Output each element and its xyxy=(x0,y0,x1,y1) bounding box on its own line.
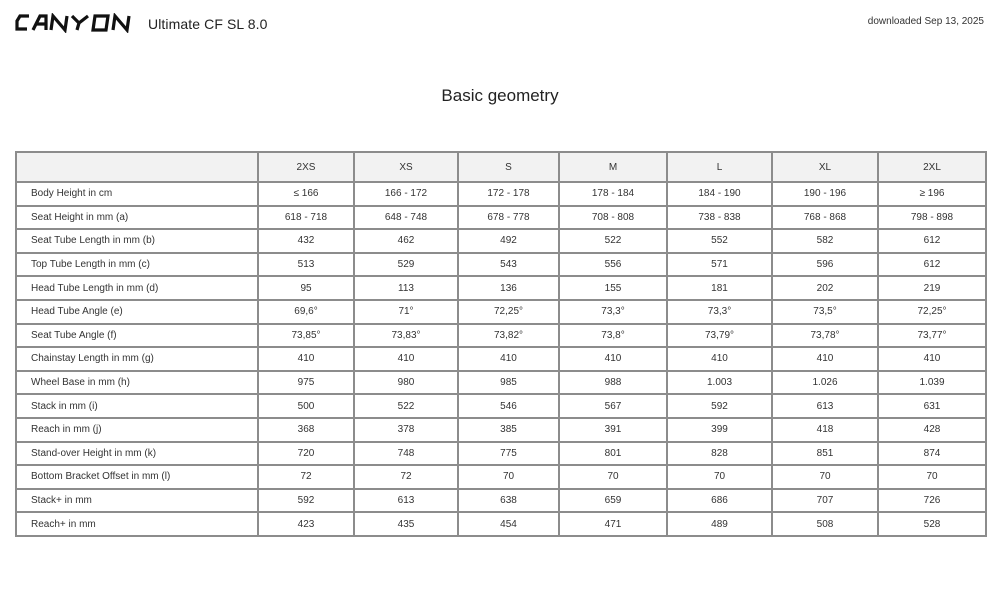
table-row xyxy=(16,371,986,395)
table-cell: 522 xyxy=(559,229,667,253)
table-cell: 678 - 778 xyxy=(458,206,559,230)
row-label: Bottom Bracket Offset in mm (l) xyxy=(16,465,258,489)
row-label: Stack in mm (i) xyxy=(16,394,258,418)
table-cell: 410 xyxy=(878,347,986,371)
table-cell: 582 xyxy=(772,229,878,253)
canyon-logo xyxy=(15,13,135,33)
table-cell: 1.003 xyxy=(667,371,772,395)
table-cell: 202 xyxy=(772,276,878,300)
table-cell: 851 xyxy=(772,442,878,466)
table-cell: 70 xyxy=(667,465,772,489)
column-header-size: M xyxy=(559,152,667,182)
page-title: Basic geometry xyxy=(441,86,559,105)
row-label: Top Tube Length in mm (c) xyxy=(16,253,258,277)
row-label: Head Tube Length in mm (d) xyxy=(16,276,258,300)
table-row xyxy=(16,512,986,536)
table-cell: 378 xyxy=(354,418,458,442)
table-cell: 613 xyxy=(354,489,458,513)
table-row xyxy=(16,182,986,206)
row-label: Chainstay Length in mm (g) xyxy=(16,347,258,371)
table-cell: 70 xyxy=(878,465,986,489)
table-cell: 410 xyxy=(258,347,354,371)
table-cell: 592 xyxy=(258,489,354,513)
table-cell: 432 xyxy=(258,229,354,253)
table-cell: 489 xyxy=(667,512,772,536)
table-cell: 462 xyxy=(354,229,458,253)
table-cell: 428 xyxy=(878,418,986,442)
table-cell: 73,77° xyxy=(878,324,986,348)
table-cell: 638 xyxy=(458,489,559,513)
table-cell: 410 xyxy=(458,347,559,371)
table-cell: 768 - 868 xyxy=(772,206,878,230)
table-cell: 72,25° xyxy=(458,300,559,324)
table-row xyxy=(16,253,986,277)
table-cell: ≥ 196 xyxy=(878,182,986,206)
table-cell: 618 - 718 xyxy=(258,206,354,230)
table-cell: 71° xyxy=(354,300,458,324)
table-cell: 529 xyxy=(354,253,458,277)
table-cell: 522 xyxy=(354,394,458,418)
table-cell: 73,83° xyxy=(354,324,458,348)
table-cell: 166 - 172 xyxy=(354,182,458,206)
table-cell: 423 xyxy=(258,512,354,536)
table-cell: 707 xyxy=(772,489,878,513)
table-cell: 748 xyxy=(354,442,458,466)
table-cell: 72 xyxy=(354,465,458,489)
download-date: downloaded Sep 13, 2025 xyxy=(867,16,984,27)
table-cell: 648 - 748 xyxy=(354,206,458,230)
table-row xyxy=(16,324,986,348)
table-cell: 73,5° xyxy=(772,300,878,324)
table-cell: 659 xyxy=(559,489,667,513)
table-cell: 592 xyxy=(667,394,772,418)
row-label: Seat Height in mm (a) xyxy=(16,206,258,230)
table-cell: 73,3° xyxy=(559,300,667,324)
table-cell: 190 - 196 xyxy=(772,182,878,206)
table-row xyxy=(16,300,986,324)
table-cell: 385 xyxy=(458,418,559,442)
table-cell: 184 - 190 xyxy=(667,182,772,206)
row-label: Seat Tube Length in mm (b) xyxy=(16,229,258,253)
table-cell: 612 xyxy=(878,253,986,277)
table-cell: 181 xyxy=(667,276,772,300)
table-row xyxy=(16,347,986,371)
table-cell: 73,8° xyxy=(559,324,667,348)
table-cell: 70 xyxy=(772,465,878,489)
table-cell: 1.026 xyxy=(772,371,878,395)
page-header xyxy=(0,0,1000,50)
table-cell: 508 xyxy=(772,512,878,536)
table-cell: 471 xyxy=(559,512,667,536)
row-label: Wheel Base in mm (h) xyxy=(16,371,258,395)
table-cell: 612 xyxy=(878,229,986,253)
row-label: Stack+ in mm xyxy=(16,489,258,513)
table-cell: 70 xyxy=(458,465,559,489)
row-label: Reach+ in mm xyxy=(16,512,258,536)
table-row xyxy=(16,229,986,253)
table-cell: 1.039 xyxy=(878,371,986,395)
table-cell: 708 - 808 xyxy=(559,206,667,230)
table-cell: 73,78° xyxy=(772,324,878,348)
table-cell: 155 xyxy=(559,276,667,300)
table-cell: 72,25° xyxy=(878,300,986,324)
table-cell: 798 - 898 xyxy=(878,206,986,230)
table-cell: 552 xyxy=(667,229,772,253)
table-header-row xyxy=(16,152,986,182)
row-label: Seat Tube Angle (f) xyxy=(16,324,258,348)
table-cell: 418 xyxy=(772,418,878,442)
table-cell: 95 xyxy=(258,276,354,300)
column-header-size: XL xyxy=(772,152,878,182)
table-cell: 500 xyxy=(258,394,354,418)
table-cell: 546 xyxy=(458,394,559,418)
table-cell: 613 xyxy=(772,394,878,418)
table-cell: 113 xyxy=(354,276,458,300)
table-cell: 410 xyxy=(354,347,458,371)
column-header-size: S xyxy=(458,152,559,182)
table-cell: 828 xyxy=(667,442,772,466)
table-cell: 136 xyxy=(458,276,559,300)
table-cell: 435 xyxy=(354,512,458,536)
table-cell: 410 xyxy=(667,347,772,371)
table-cell: 73,82° xyxy=(458,324,559,348)
column-header-size: 2XL xyxy=(878,152,986,182)
table-cell: 988 xyxy=(559,371,667,395)
table-cell: 874 xyxy=(878,442,986,466)
table-row xyxy=(16,206,986,230)
table-cell: 454 xyxy=(458,512,559,536)
table-cell: 399 xyxy=(667,418,772,442)
table-cell: 368 xyxy=(258,418,354,442)
table-cell: 410 xyxy=(772,347,878,371)
table-cell: 72 xyxy=(258,465,354,489)
table-cell: 178 - 184 xyxy=(559,182,667,206)
column-header-empty xyxy=(16,152,258,182)
table-cell: 571 xyxy=(667,253,772,277)
table-cell: 513 xyxy=(258,253,354,277)
table-cell: 73,79° xyxy=(667,324,772,348)
table-cell: 492 xyxy=(458,229,559,253)
table-cell: 556 xyxy=(559,253,667,277)
table-cell: 219 xyxy=(878,276,986,300)
table-cell: 985 xyxy=(458,371,559,395)
table-body xyxy=(16,182,986,536)
table-cell: 543 xyxy=(458,253,559,277)
table-row xyxy=(16,442,986,466)
table-cell: 980 xyxy=(354,371,458,395)
table-cell: ≤ 166 xyxy=(258,182,354,206)
table-cell: 726 xyxy=(878,489,986,513)
table-cell: 596 xyxy=(772,253,878,277)
column-header-size: XS xyxy=(354,152,458,182)
table-row xyxy=(16,276,986,300)
geometry-table xyxy=(15,151,987,537)
table-cell: 69,6° xyxy=(258,300,354,324)
table-cell: 73,3° xyxy=(667,300,772,324)
row-label: Stand-over Height in mm (k) xyxy=(16,442,258,466)
table-row xyxy=(16,394,986,418)
table-cell: 775 xyxy=(458,442,559,466)
table-row xyxy=(16,465,986,489)
table-cell: 528 xyxy=(878,512,986,536)
table-row xyxy=(16,489,986,513)
table-cell: 172 - 178 xyxy=(458,182,559,206)
table-cell: 720 xyxy=(258,442,354,466)
column-header-size: L xyxy=(667,152,772,182)
table-cell: 738 - 838 xyxy=(667,206,772,230)
model-name: Ultimate CF SL 8.0 xyxy=(148,16,268,32)
table-cell: 73,85° xyxy=(258,324,354,348)
table-cell: 391 xyxy=(559,418,667,442)
row-label: Body Height in cm xyxy=(16,182,258,206)
row-label: Reach in mm (j) xyxy=(16,418,258,442)
table-cell: 801 xyxy=(559,442,667,466)
column-header-size: 2XS xyxy=(258,152,354,182)
table-cell: 70 xyxy=(559,465,667,489)
table-cell: 975 xyxy=(258,371,354,395)
table-cell: 686 xyxy=(667,489,772,513)
table-cell: 567 xyxy=(559,394,667,418)
table-cell: 410 xyxy=(559,347,667,371)
table-row xyxy=(16,418,986,442)
table-cell: 631 xyxy=(878,394,986,418)
row-label: Head Tube Angle (e) xyxy=(16,300,258,324)
